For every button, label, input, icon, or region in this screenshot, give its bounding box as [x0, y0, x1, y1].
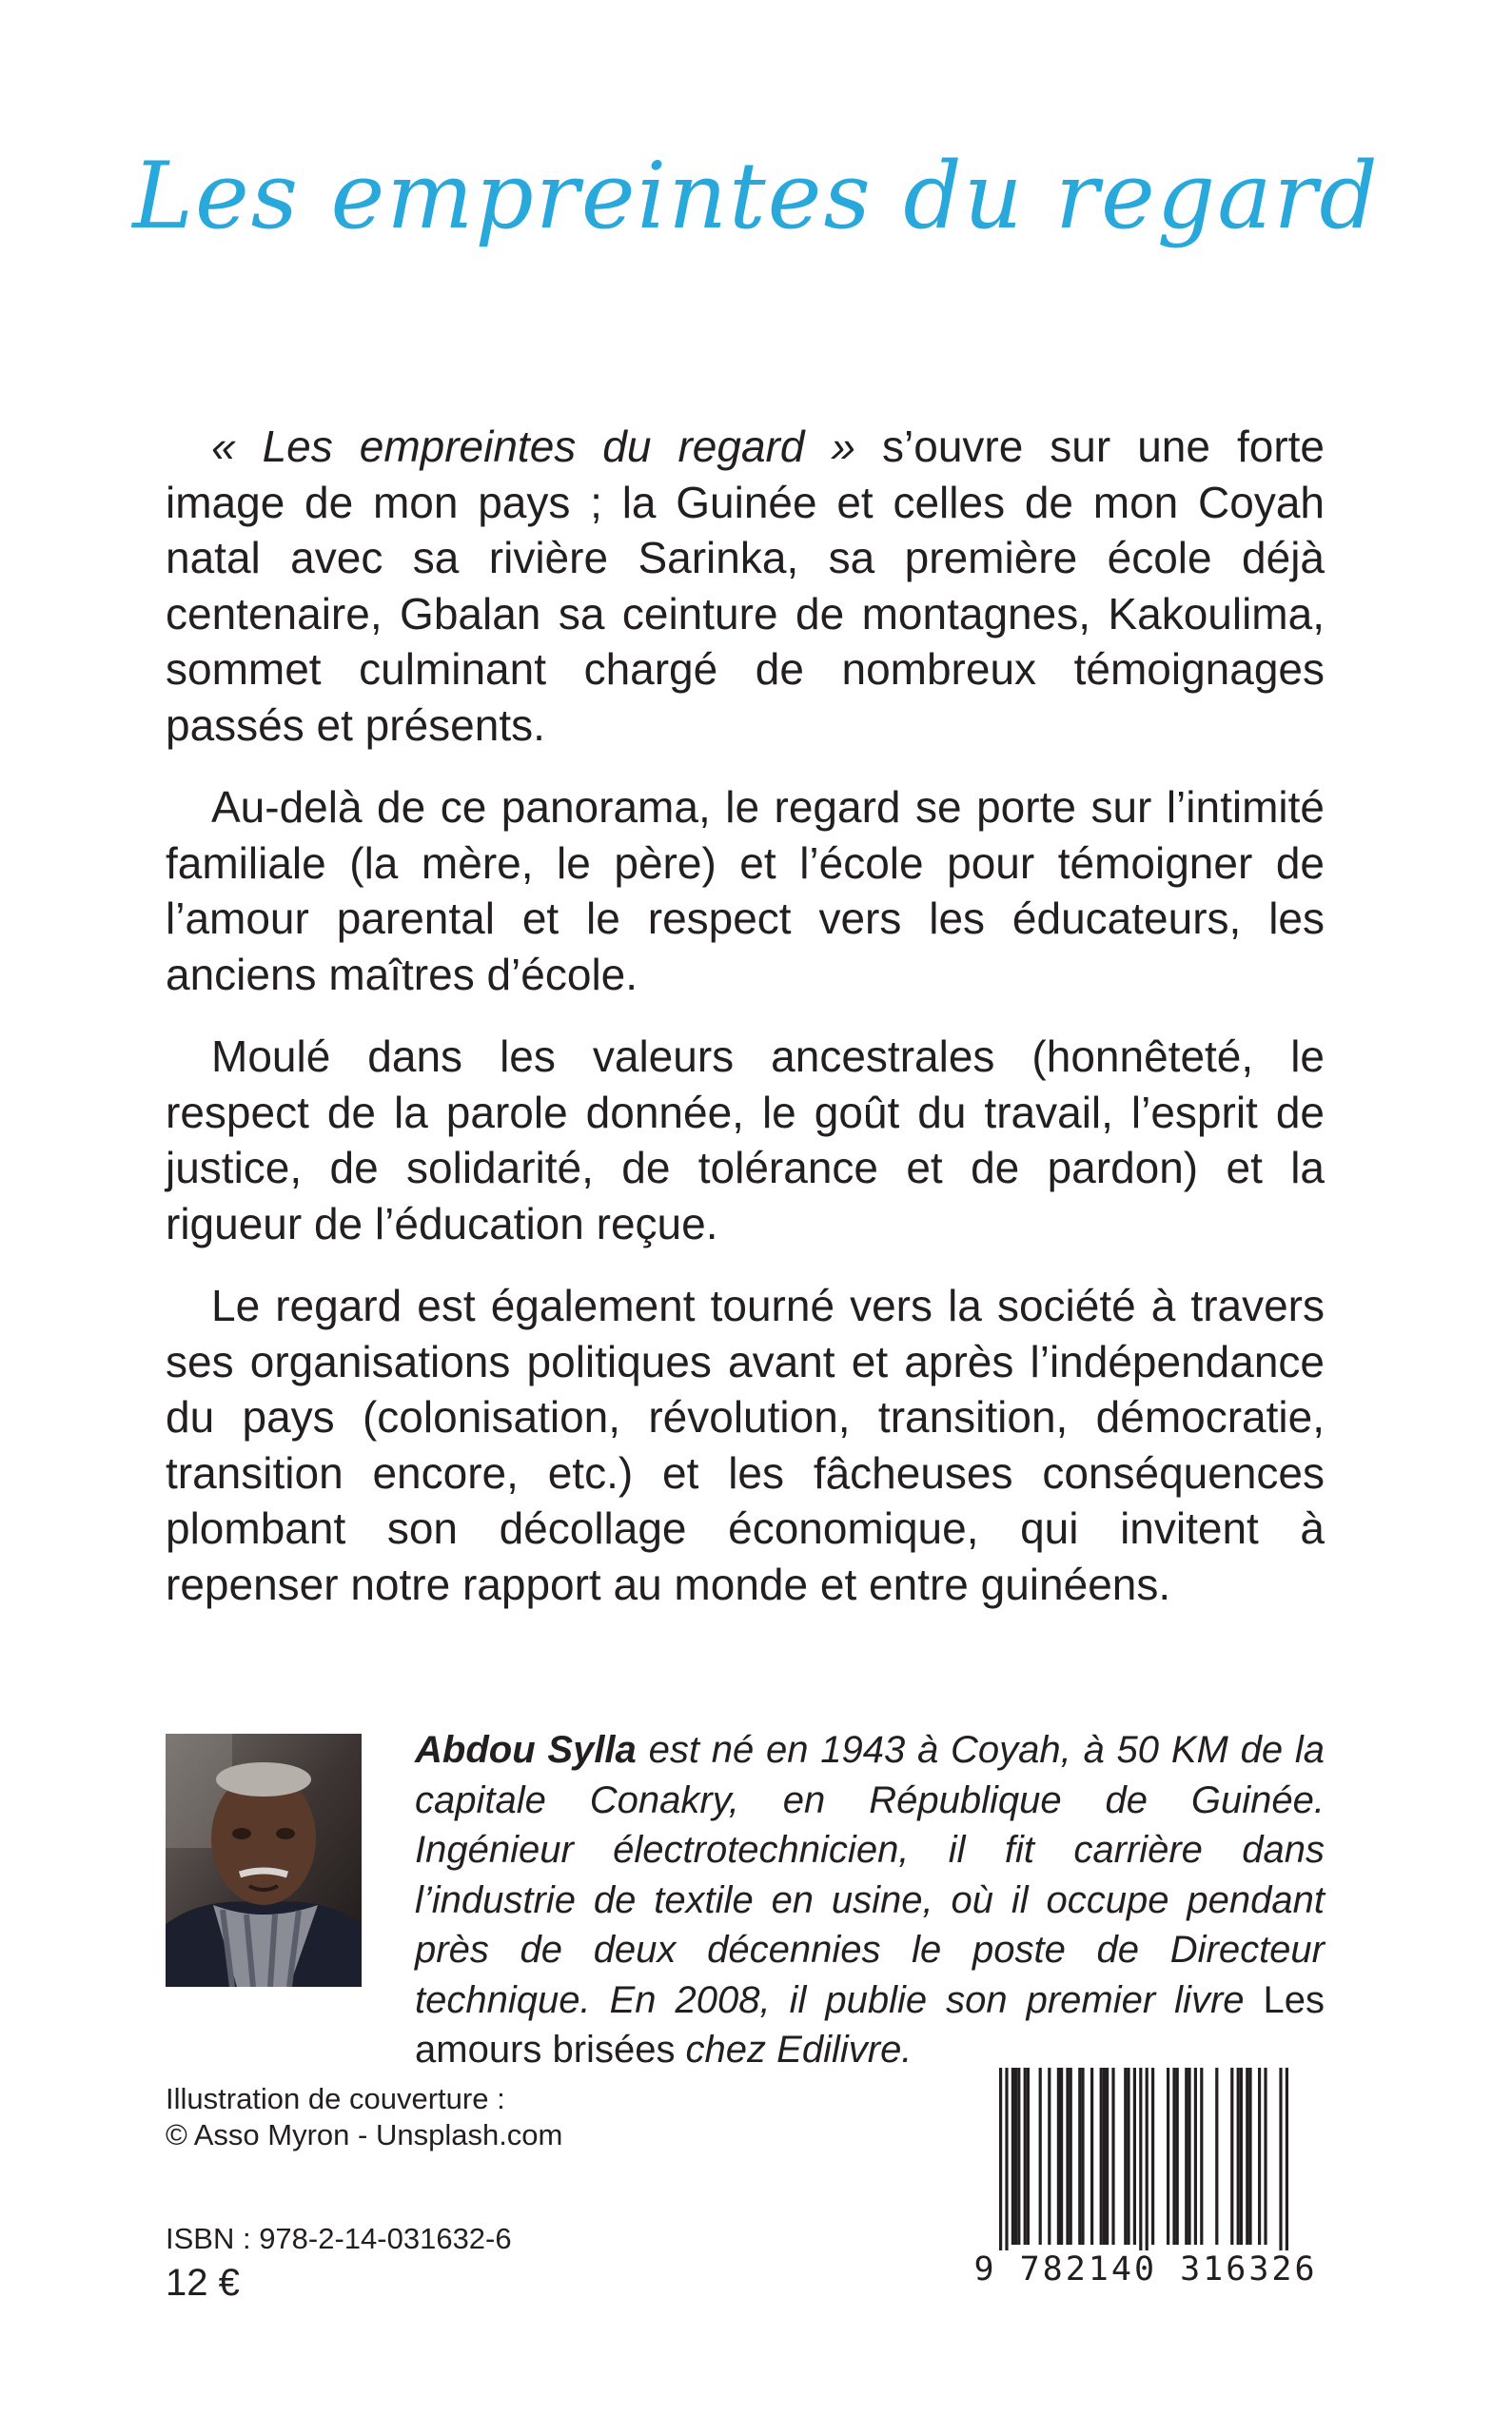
barcode-bar [1039, 2068, 1042, 2245]
barcode-bar [1027, 2068, 1030, 2245]
barcode-number: 9 782140 316326 [973, 2250, 1318, 2288]
barcode-bar [1124, 2068, 1127, 2245]
barcode-bar [999, 2068, 1002, 2250]
barcode-bar [1057, 2068, 1060, 2245]
illustration-credit-label: Illustration de couverture : [166, 2082, 505, 2115]
barcode-bar [1264, 2068, 1267, 2245]
author-name: Abdou Sylla [415, 1729, 637, 1771]
barcode-bar [1060, 2068, 1063, 2245]
barcode-bar [1172, 2068, 1175, 2245]
author-bio [415, 1725, 1325, 2075]
price: 12 € [166, 2262, 240, 2304]
blurb-paragraph-4: Le regard est également tourné vers la société à travers ses organisations politiques avant et après l’indépendance du pays (colonisation, révolution, transition, démocratie, transition encore, etc.) et les fâcheuses conséquences plombant son décollage économique, qui invitent à repenser notre rapport au monde et entre guinéens. [166, 1281, 1325, 1609]
barcode-bar [1215, 2068, 1218, 2245]
barcode [965, 2060, 1326, 2309]
blurb-paragraph-3: Moulé dans les valeurs ancestrales (honnêteté, le respect de la parole donnée, le goût du travail, l’esprit de justice, de solidarité, de tolérance et de pardon) et la rigueur de l’éducation reçue. [166, 1031, 1325, 1248]
blurb-paragraph-1 [166, 419, 1325, 753]
barcode-bar [1146, 2068, 1149, 2250]
barcode-bar [1188, 2068, 1190, 2245]
barcode-bar [1151, 2068, 1154, 2245]
barcode-bar [1066, 2068, 1069, 2245]
barcode-bar [1048, 2068, 1051, 2245]
barcode-bar [1246, 2068, 1248, 2245]
barcode-bar [1024, 2068, 1027, 2245]
blurb-paragraph-2: Au-delà de ce panorama, le regard se porte sur l’intimité familiale (la mère, le père) et l’école pour témoigner de l’amour parental et le respect vers les éducateurs, les anciens maîtres d’école. [166, 782, 1325, 999]
barcode-bar [1258, 2068, 1261, 2245]
barcode-bar [1070, 2068, 1072, 2245]
barcode-bar [1286, 2068, 1288, 2250]
illustration-credit-text: © Asso Myron - Unsplash.com [166, 2118, 563, 2151]
barcode-bar [1014, 2068, 1017, 2245]
barcode-bar [1011, 2068, 1014, 2245]
author-photo [166, 1734, 362, 1987]
barcode-bar [1194, 2068, 1197, 2245]
barcode-bar [1139, 2068, 1142, 2250]
barcode-bar [1240, 2068, 1243, 2245]
barcode-bar [1090, 2068, 1093, 2245]
barcode-bar [1230, 2068, 1233, 2245]
author-portrait-photo-icon [166, 1734, 362, 1987]
barcode-bar [1237, 2068, 1240, 2245]
barcode-bar [1133, 2068, 1136, 2245]
barcode-bar [1248, 2068, 1251, 2245]
barcode-bar [1167, 2068, 1169, 2245]
barcode-bar [1100, 2068, 1103, 2245]
barcode-bar [1005, 2068, 1008, 2250]
ean13-barcode-icon [965, 2060, 1326, 2250]
barcode-bar [1078, 2068, 1081, 2245]
first-book-title: Les amours brisées [415, 1978, 1325, 2071]
barcode-bar [1185, 2068, 1188, 2245]
barcode-bar [1017, 2068, 1020, 2245]
barcode-bar [1279, 2068, 1282, 2250]
barcode-bar [1176, 2068, 1179, 2245]
barcode-bar [1081, 2068, 1084, 2245]
barcode-bar [1106, 2068, 1109, 2245]
publisher-text: chez Edilivre. [675, 2029, 913, 2071]
back-cover-blurb [166, 419, 1325, 1639]
book-title: Les empreintes du regard [132, 143, 1380, 249]
barcode-bar [1103, 2068, 1106, 2245]
barcode-bar [1127, 2068, 1129, 2245]
blurb-paragraph-1-text: s’ouvre sur une forte image de mon pays ; la Guinée et celles de mon Coyah natal avec sa rivière Sarinka, sa première école déjà centenaire, Gbalan sa ceinture de montagnes, Kakoulima, sommet culminant chargé de nombreux témoignages passés et présents. [166, 422, 1325, 750]
author-bio-text: est né en 1943 à Coyah, à 50 KM de la capitale Conakry, en République de Guinée. Ingénieur électrotechnicien, il fit carrière dans l’industrie de textile en usine, où il occupe pendant près de deux décennies le poste de Directeur technique. En 2008, il publie son premier livre [415, 1729, 1325, 2021]
barcode-bar [1200, 2068, 1203, 2245]
isbn: ISBN : 978-2-14-031632-6 [166, 2222, 512, 2255]
blurb-quoted-title: « Les empreintes du regard » [211, 422, 856, 471]
barcode-bar [1111, 2068, 1114, 2245]
